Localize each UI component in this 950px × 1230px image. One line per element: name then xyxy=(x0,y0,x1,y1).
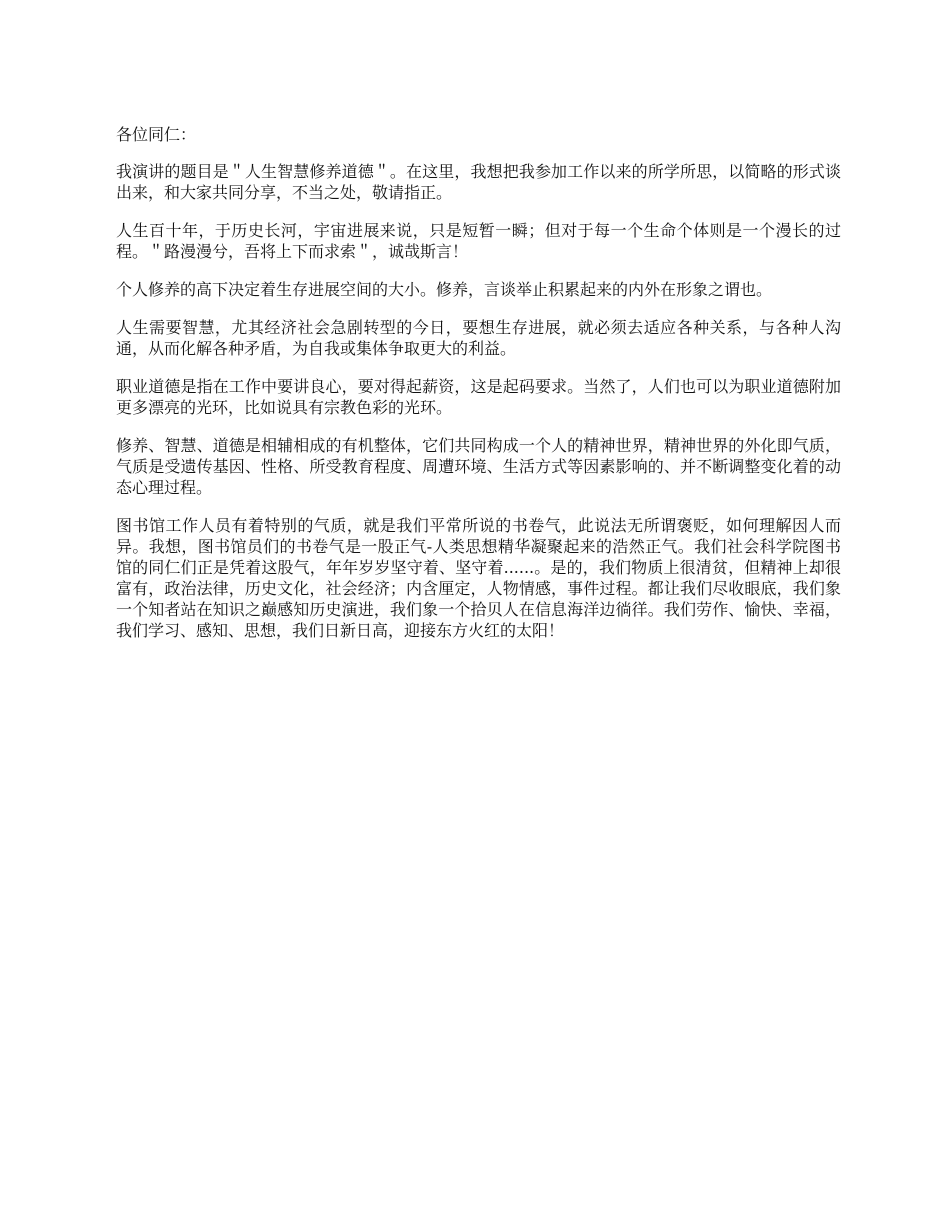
paragraph-professional-ethics: 职业道德是指在工作中要讲良心，要对得起薪资，这是起码要求。当然了，人们也可以为职业道德附加更多漂亮的光环，比如说具有宗教色彩的光环。 xyxy=(116,377,841,417)
speech-body xyxy=(116,124,841,658)
paragraph-life-span: 人生百十年，于历史长河，宇宙进展来说，只是短暂一瞬；但对于每一个生命个体则是一个漫长的过程。＂路漫漫兮，吾将上下而求索＂，诚哉斯言！ xyxy=(116,221,841,261)
paragraph-wisdom: 人生需要智慧，尤其经济社会急剧转型的今日，要想生存进展，就必须去适应各种关系，与各种人沟通，从而化解各种矛盾，为自我或集体争取更大的利益。 xyxy=(116,318,841,358)
salutation: 各位同仁： xyxy=(116,125,197,144)
paragraph-temperament: 修养、智慧、道德是相辅相成的有机整体，它们共同构成一个人的精神世界，精神世界的外化即气质，气质是受遗传基因、性格、所受教育程度、周遭环境、生活方式等因素影响的、并不断调整变化着的动态心理过程。 xyxy=(116,436,841,497)
paragraph-cultivation: 个人修养的高下决定着生存进展空间的大小。修养，言谈举止积累起来的内外在形象之谓也。 xyxy=(116,280,773,299)
paragraph-topic: 我演讲的题目是＂人生智慧修养道德＂。在这里，我想把我参加工作以来的所学所思，以简略的形式谈出来，和大家共同分享，不当之处，敬请指正。 xyxy=(116,162,841,202)
paragraph-librarians: 图书馆工作人员有着特别的气质，就是我们平常所说的书卷气，此说法无所谓褒贬，如何理解因人而异。我想，图书馆员们的书卷气是一股正气-人类思想精华凝聚起来的浩然正气。我们社会科学院图书馆的同仁们正是凭着这股气，年年岁岁坚守着、坚守着......。是的，我们物质上很清贫，但精神上却很富有，政治法律，历史文化，社会经济；内含厘定，人物情感，事件过程。都让我们尽收眼底，我们象一个知者站在知识之巅感知历史演进，我们象一个拾贝人在信息海洋边徜徉。我们劳作、愉快、幸福，我们学习、感知、思想，我们日新日高，迎接东方火红的太阳！ xyxy=(116,516,841,640)
